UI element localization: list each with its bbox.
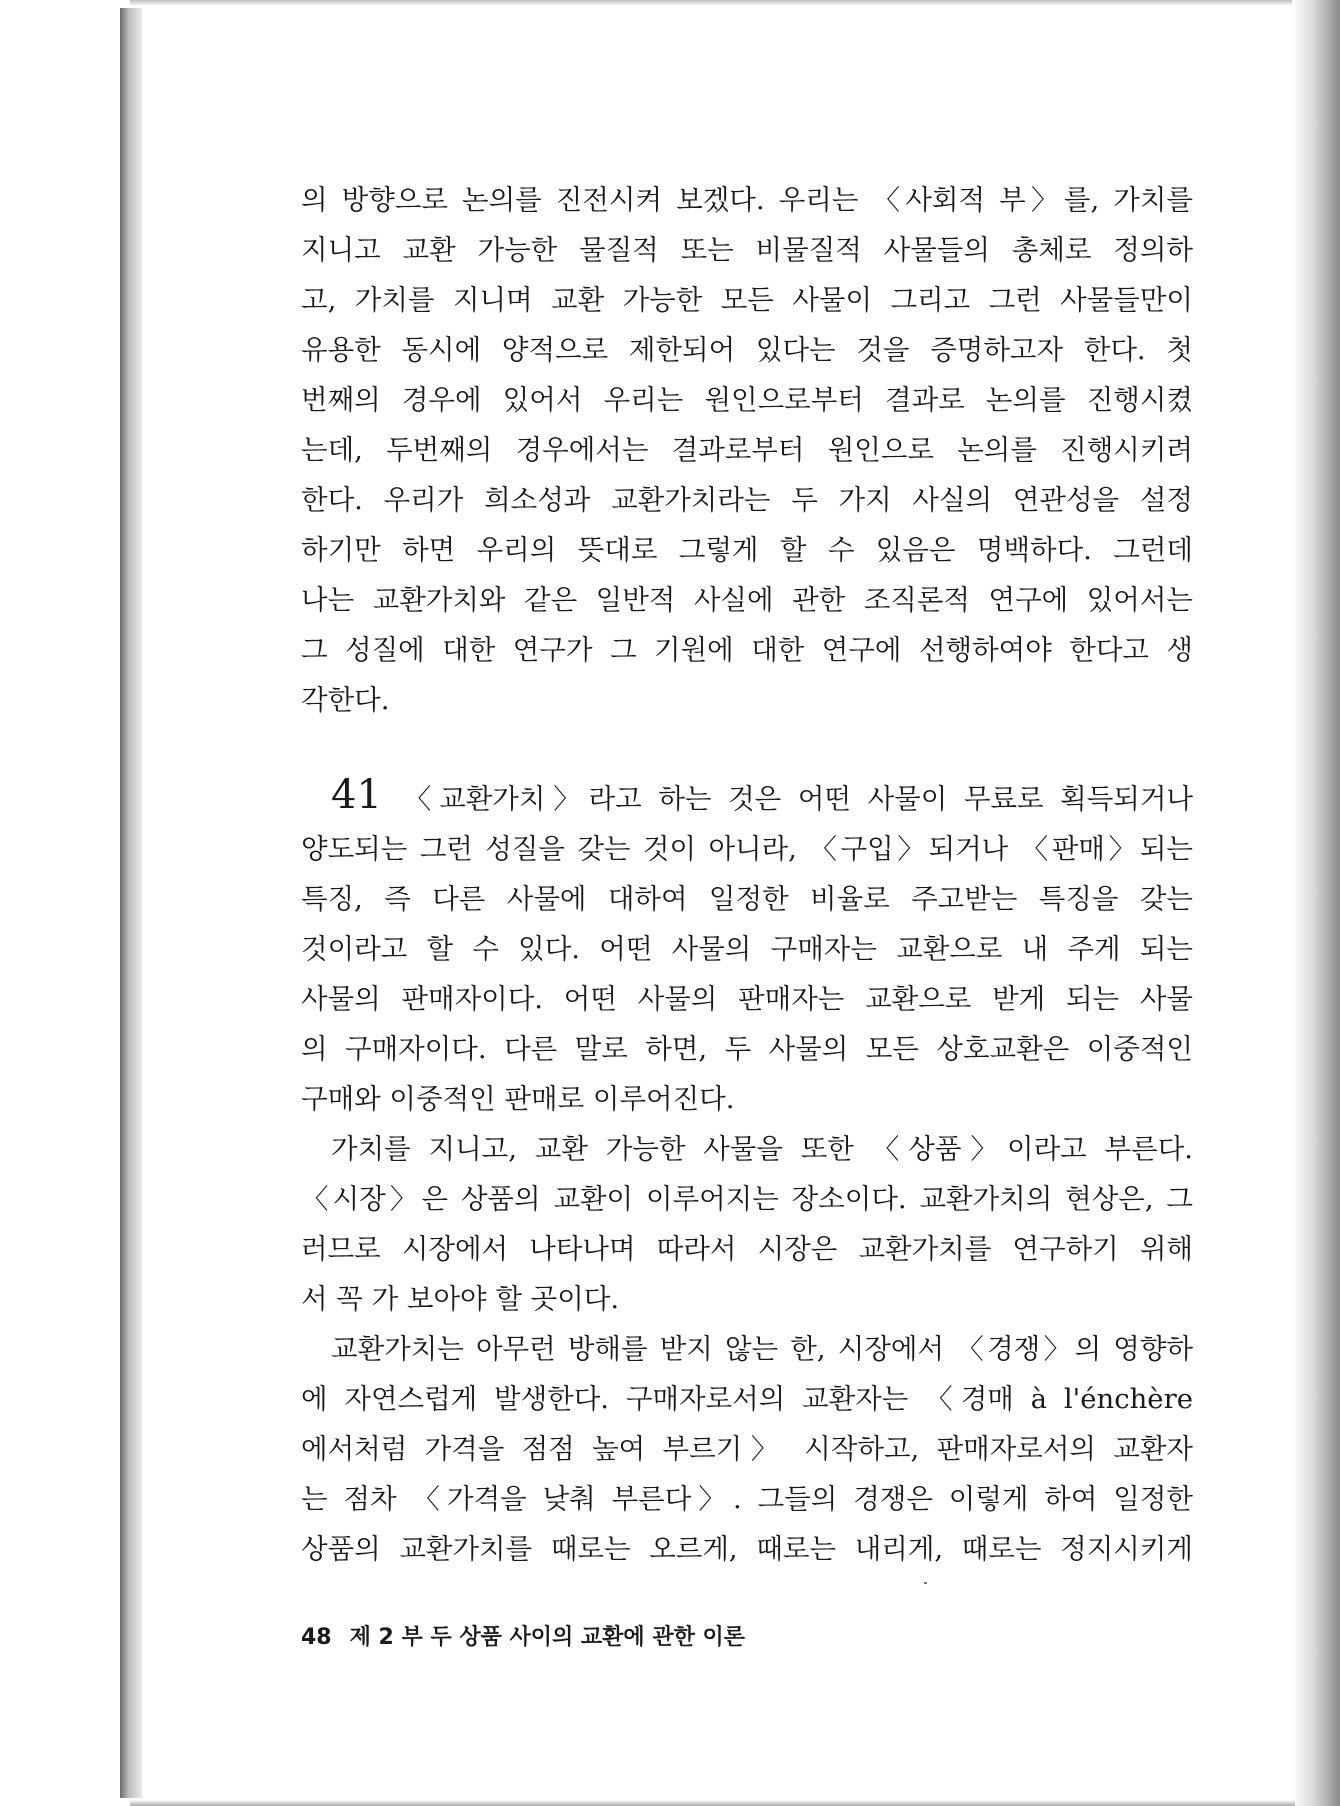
text-line: 지니고 교환 가능한 물질적 또는 비물질적 사물들의 총체로 정의하 xyxy=(301,234,1193,266)
running-head: 제 2 부 두 상품 사이의 교환에 관한 이론 xyxy=(349,1625,745,1650)
text-line: 교환가치는 아무런 방해를 받지 않는 한, 시장에서 〈경쟁〉의 영향하 xyxy=(331,1333,1193,1365)
text-line: 의 구매자이다. 다른 말로 하면, 두 사물의 모든 상호교환은 이중적인 xyxy=(301,1033,1193,1065)
page-number: 48 xyxy=(301,1625,332,1650)
text-line: 에서처럼 가격을 점점 높여 부르기〉 시작하고, 판매자로서의 교환자 xyxy=(301,1433,1193,1465)
section-41 xyxy=(301,770,1193,1574)
text-line: 특징, 즉 다른 사물에 대하여 일정한 비율로 주고받는 특징을 갖는 xyxy=(301,883,1193,915)
page-spine-edge xyxy=(120,8,142,1798)
text-line: 상품의 교환가치를 때로는 오르게, 때로는 내리게, 때로는 정지시키게 xyxy=(301,1533,1193,1565)
text-line: 하기만 하면 우리의 뜻대로 그렇게 할 수 있음은 명백하다. 그런데 xyxy=(301,534,1193,566)
text-line: 는 점차 〈가격을 낮춰 부른다〉. 그들의 경쟁은 이렇게 하여 일정한 xyxy=(301,1483,1193,1515)
text-line: 사물의 판매자이다. 어떤 사물의 판매자는 교환으로 받게 되는 사물 xyxy=(301,983,1193,1015)
continued-paragraph xyxy=(301,175,1193,725)
text-line: 것이라고 할 수 있다. 어떤 사물의 구매자는 교환으로 내 주게 되는 xyxy=(301,933,1193,965)
text-line: 양도되는 그런 성질을 갖는 것이 아니라, 〈구입〉되거나 〈판매〉되는 xyxy=(301,833,1193,865)
text-line: 각한다. xyxy=(301,684,390,716)
text-line: 한다. 우리가 희소성과 교환가치라는 두 가지 사실의 연관성을 설정 xyxy=(301,484,1193,516)
text-line: 〈시장〉은 상품의 교환이 이루어지는 장소이다. 교환가치의 현상은, 그 xyxy=(301,1183,1193,1215)
text-line: 에 자연스럽게 발생한다. 구매자로서의 교환자는 〈경매 à l'énchère xyxy=(301,1383,1193,1415)
text-line: 고, 가치를 지니며 교환 가능한 모든 사물이 그리고 그런 사물들만이 xyxy=(301,284,1193,316)
text-line: 가치를 지니고, 교환 가능한 사물을 또한 〈상품〉이라고 부른다. xyxy=(331,1133,1193,1165)
scan-speck xyxy=(924,1582,927,1584)
text-line: 그 성질에 대한 연구가 그 기원에 대한 연구에 선행하여야 한다고 생 xyxy=(301,634,1193,666)
page-footer xyxy=(301,1620,745,1651)
text-line: 구매와 이중적인 판매로 이루어진다. xyxy=(301,1083,735,1115)
text-line: 나는 교환가치와 같은 일반적 사실에 관한 조직론적 연구에 있어서는 xyxy=(301,584,1193,616)
section-number: 41 xyxy=(331,772,382,818)
text-line: 유용한 동시에 양적으로 제한되어 있다는 것을 증명하고자 한다. 첫 xyxy=(301,334,1193,366)
text-line: 번째의 경우에 있어서 우리는 원인으로부터 결과로 논의를 진행시켰 xyxy=(301,384,1193,416)
text-line: 는데, 두번째의 경우에서는 결과로부터 원인으로 논의를 진행시키려 xyxy=(301,434,1193,466)
text-line: 러므로 시장에서 나타나며 따라서 시장은 교환가치를 연구하기 위해 xyxy=(301,1233,1193,1265)
text-line: 서 꼭 가 보아야 할 곳이다. xyxy=(301,1283,620,1315)
text-line: 〈교환가치〉라고 하는 것은 어떤 사물이 무료로 획득되거나 xyxy=(395,783,1193,815)
section-first-line xyxy=(301,770,1193,824)
page-bottom-edge xyxy=(130,1800,1295,1806)
page-right-shadow xyxy=(1292,0,1340,1806)
text-line: 의 방향으로 논의를 진전시켜 보겠다. 우리는 〈사회적 부〉를, 가치를 xyxy=(301,184,1193,216)
